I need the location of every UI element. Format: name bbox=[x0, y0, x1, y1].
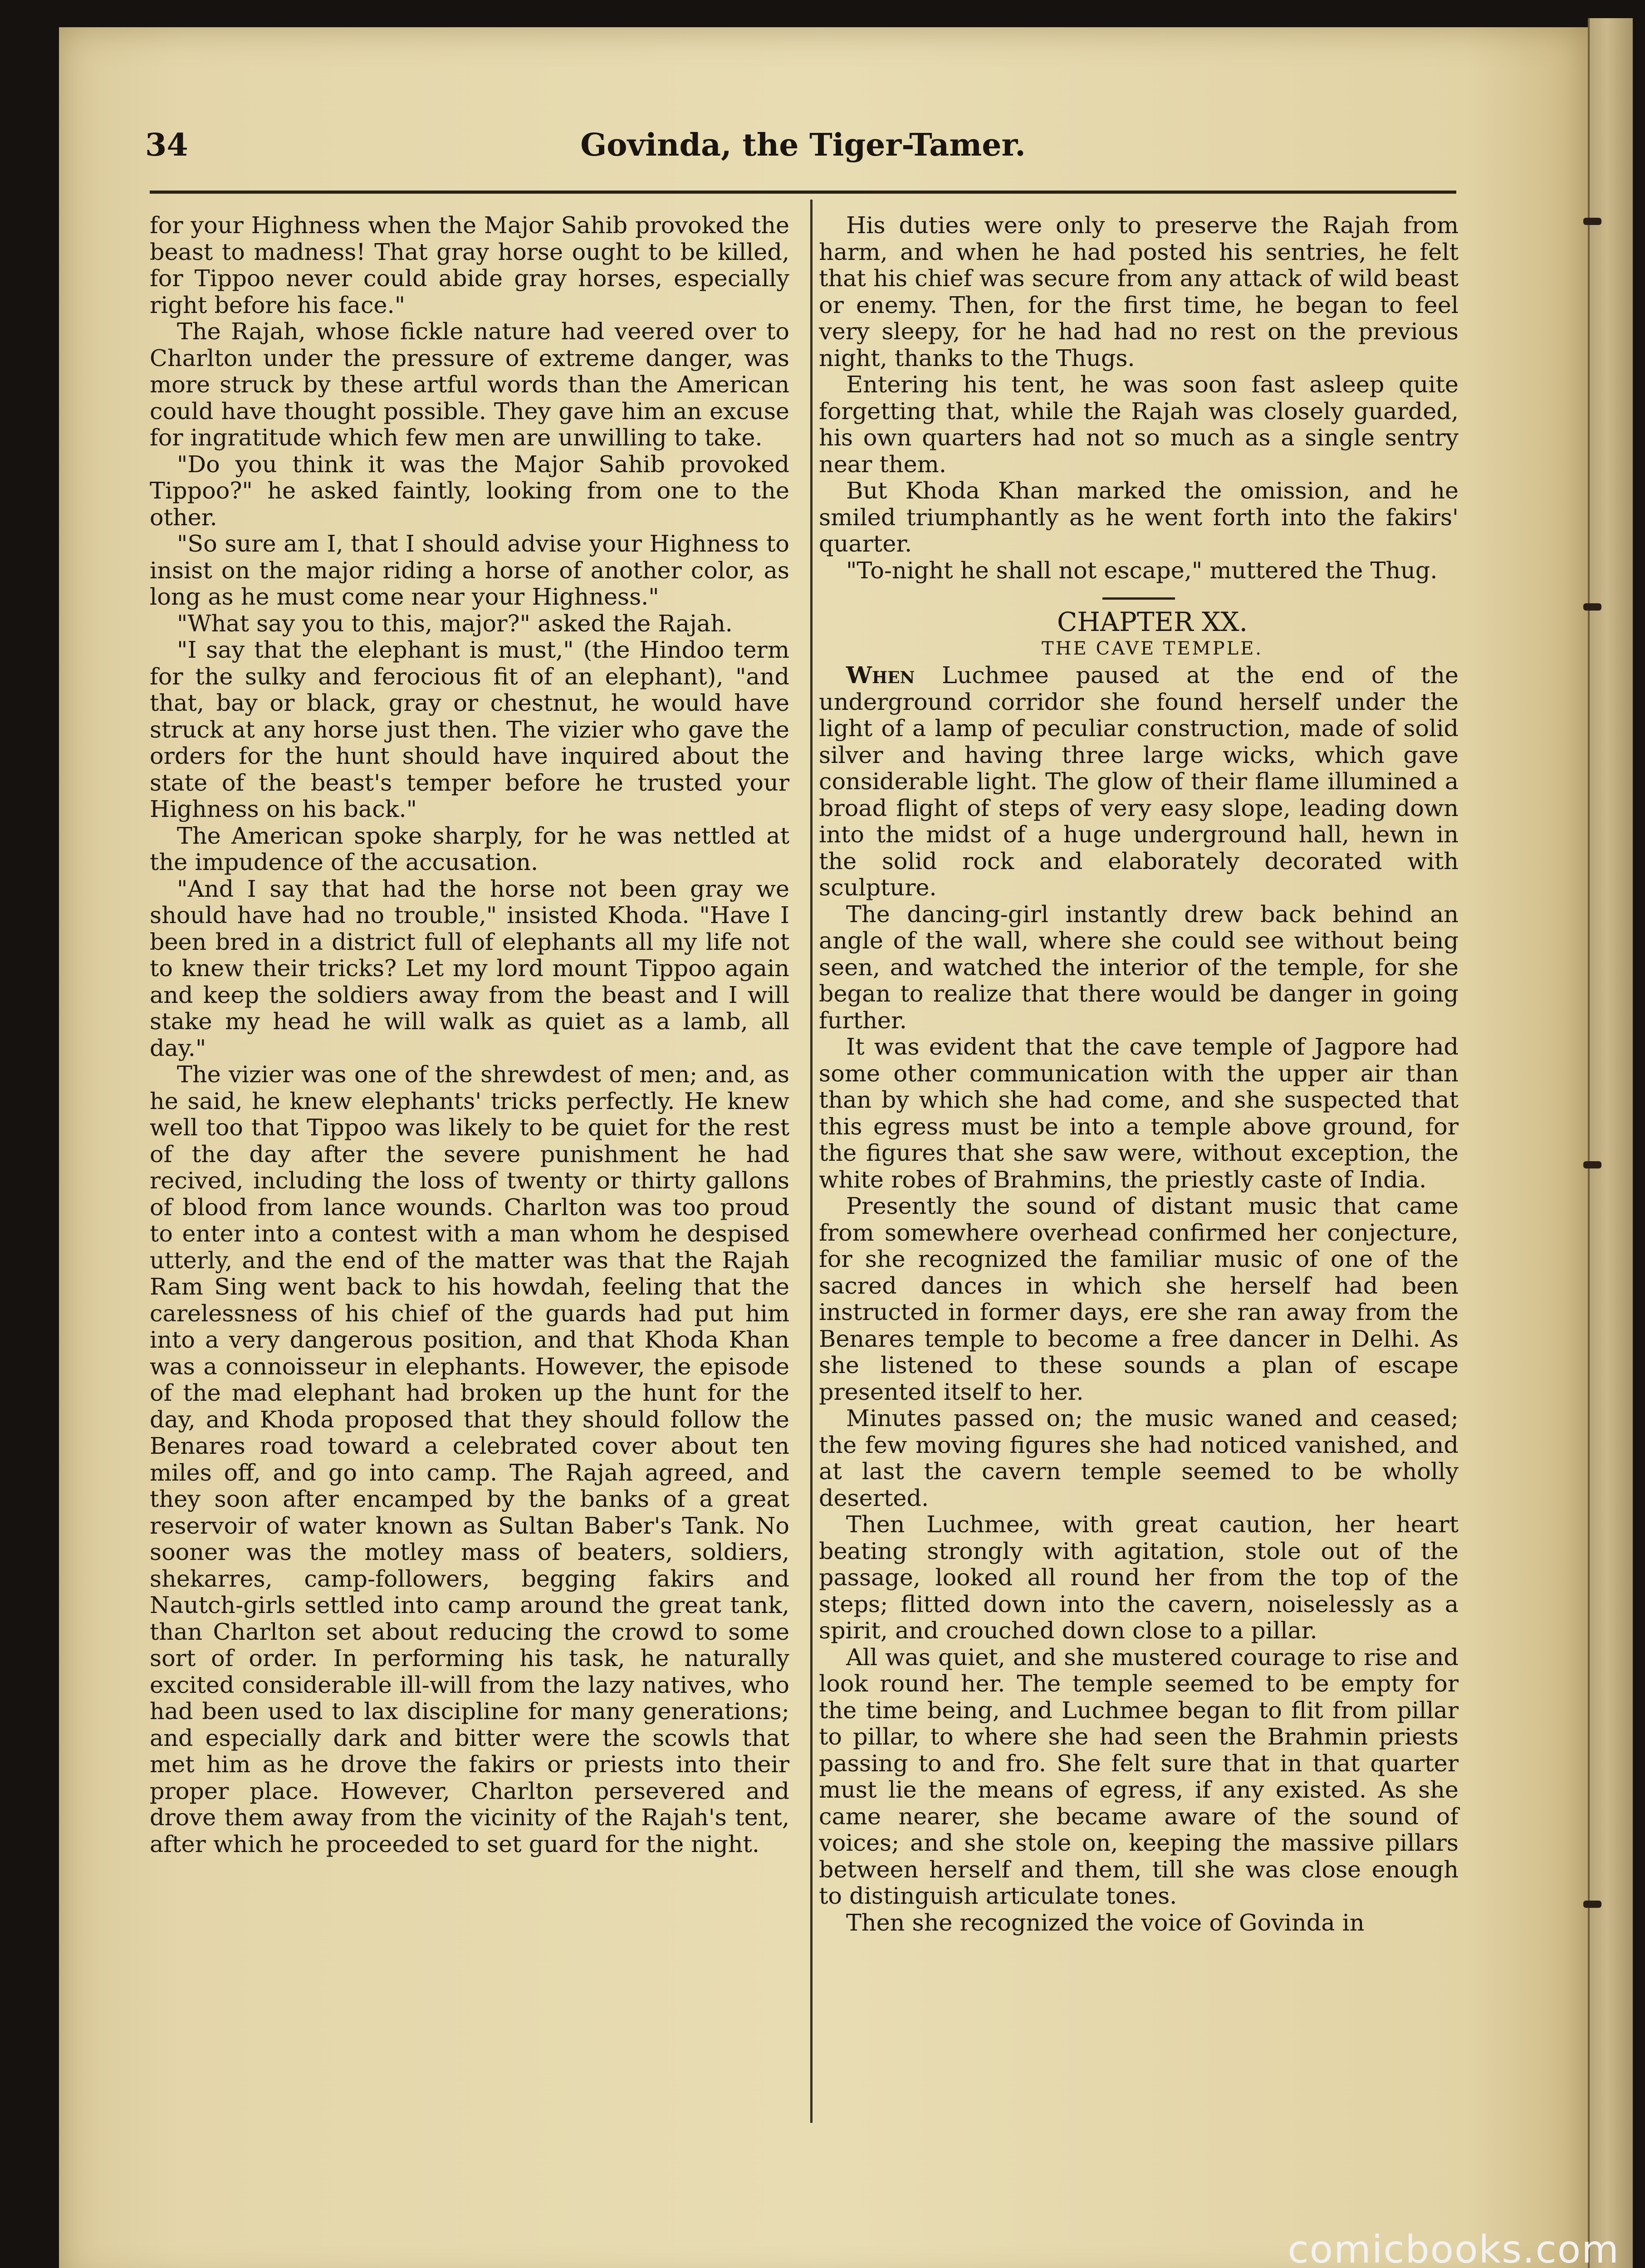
binding-staple-mark bbox=[1583, 1161, 1601, 1168]
adjacent-page-edge bbox=[1588, 18, 1633, 2268]
running-title: Govinda, the Tiger-Tamer. bbox=[580, 127, 1026, 163]
site-watermark: comicbooks.com bbox=[1288, 2227, 1620, 2268]
page-header bbox=[145, 127, 1461, 177]
binding-staple-mark bbox=[1583, 1901, 1601, 1908]
chapter-subtitle: THE CAVE TEMPLE. bbox=[1041, 638, 1263, 659]
paragraph: Then she recognized the voice of Govinda in bbox=[846, 1909, 1365, 1936]
lead-text: Luchmee paused at the end of the underground corridor she found herself under the light of a lamp of peculiar construction, made of solid silver and having three large wicks, which gave considerable light. The glow of their flame illumined a broad flight of steps of very easy slope, leading down into the midst of a huge underground hall, hewn in the solid rock and elaborately decorated with sculpture. bbox=[819, 662, 1459, 901]
paragraph: "Do you think it was the Major Sahib provoked Tippoo?" he asked faintly, looking from one to the other. bbox=[150, 450, 789, 531]
binding-staple-mark bbox=[1583, 218, 1601, 225]
paragraph: Presently the sound of distant music that came from somewhere overhead confirmed her conjecture, for she recognized the familiar music of one of the sacred dances in which she herself had been instructed in former days, ere she ran away from the Benares temple to become a free dancer in Delhi. As she listened to these sounds a plan of escape presented itself to her. bbox=[819, 1193, 1459, 1405]
paragraph: But Khoda Khan marked the omission, and he smiled triumphantly as he went forth into the fakirs' quarter. bbox=[819, 477, 1459, 557]
page-number: 34 bbox=[145, 127, 188, 163]
paragraph: "And I say that had the horse not been gray we should have had no trouble," insisted Khoda. "Have I been bred in a district full of elephants all my life not to knew their tricks? Let my lord mount Tippoo again and keep the soldiers away from the beast and I will stake my head he will walk as quiet as a lamb, all day." bbox=[150, 875, 789, 1061]
chapter-title: CHAPTER XX. bbox=[1057, 606, 1248, 637]
paragraph: The Rajah, whose fickle nature had veered over to Charlton under the pressure of extreme danger, was more struck by these artful words than the American could have thought possible. They gave him an excuse for ingratitude which few men are unwilling to take. bbox=[150, 318, 789, 451]
paragraph: The dancing-girl instantly drew back behind an angle of the wall, where she could see without being seen, and watched the interior of the temple, for she began to realize that there would be danger in going further. bbox=[819, 900, 1459, 1034]
paragraph: for your Highness when the Major Sahib provoked the beast to madness! That gray horse ought to be killed, for Tippoo never could abide gray horses, especially right before his face." bbox=[150, 212, 789, 318]
paragraph: Then Luchmee, with great caution, her heart beating strongly with agitation, stole out of the passage, looked all round her from the top of the steps; flitted down into the cavern, noiselessly as a spirit, and crouched down close to a pillar. bbox=[819, 1511, 1459, 1644]
paragraph: "I say that the elephant is must," (the Hindoo term for the sulky and ferocious fit of an elephant), "and that, bay or black, gray or chestnut, he would have struck at any horse just then. The vizier who gave the orders for the hunt should have inquired about the state of the beast's temper before he trusted your Highness on his back." bbox=[150, 636, 789, 822]
paragraph: Entering his tent, he was soon fast asleep quite forgetting that, while the Rajah was closely guarded, his own quarters had not so much as a single sentry near them. bbox=[819, 371, 1459, 478]
right-column bbox=[819, 212, 1459, 1936]
paragraph: "To-night he shall not escape," muttered the Thug. bbox=[846, 557, 1438, 584]
paragraph: His duties were only to preserve the Rajah from harm, and when he had posted his sentries, he felt that his chief was secure from any attack of wild beast or enemy. Then, for the first time, he began to feel very sleepy, for he had had no rest on the previous night, thanks to the Thugs. bbox=[819, 212, 1459, 371]
column-divider bbox=[810, 200, 813, 2123]
chapter-divider-rule bbox=[1102, 597, 1175, 600]
paragraph: "What say you to this, major?" asked the Rajah. bbox=[177, 610, 733, 637]
paragraph: "So sure am I, that I should advise your Highness to insist on the major riding a horse of another color, as long as he must come near your Highness." bbox=[150, 530, 789, 610]
chapter-opening-paragraph bbox=[819, 662, 1459, 901]
paragraph: The American spoke sharply, for he was nettled at the impudence of the accusation. bbox=[150, 822, 789, 875]
paragraph: The vizier was one of the shrewdest of men; and, as he said, he knew elephants' tricks perfectly. He knew well too that Tippoo was likely to be quiet for the rest of the day after the severe punishment he had recived, including the loss of twenty or thirty gallons of blood from lance wounds. Charlton was too proud to enter into a contest with a man whom he despised utterly, and the end of the matter was that the Rajah Ram Sing went back to his howdah, feeling that the carelessness of his chief of the guards had put him into a very dangerous position, and that Khoda Khan was a connoisseur in elephants. However, the episode of the mad elephant had broken up the hunt for the day, and Khoda proposed that they should follow the Benares road toward a celebrated cover about ten miles off, and go into camp. The Rajah agreed, and they soon after encamped by the banks of a great reservoir of water known as Sultan Baber's Tank. No sooner was the motley mass of beaters, soldiers, shekarres, camp-followers, begging fakirs and Nautch-girls settled into camp around the great tank, than Charlton set about reducing the crowd to some sort of order. In performing his task, he naturally excited considerable ill-will from the lazy natives, who had been used to lax discipline for many generations; and especially dark and bitter were the scowls that met him as he drove the fakirs or priests into their proper place. However, Charlton persevered and drove them away from the vicinity of the Rajah's tent, after which he proceeded to set guard for the night. bbox=[150, 1061, 789, 1857]
header-rule bbox=[150, 191, 1456, 194]
paragraph: It was evident that the cave temple of Jagpore had some other communication with the upper air than than by which she had come, and she suspected that this egress must be into a temple above ground, for the figures that she saw were, without exception, the white robes of Brahmins, the priestly caste of India. bbox=[819, 1033, 1459, 1193]
paragraph: All was quiet, and she mustered courage to rise and look round her. The temple seemed to be empty for the time being, and Luchmee began to flit from pillar to pillar, to where she had seen the Brahmin priests passing to and fro. She felt sure that in that quarter must lie the means of egress, if any existed. As she came nearer, she became aware of the sound of voices; and she stole on, keeping the massive pillars between herself and them, till she was close enough to distinguish articulate tones. bbox=[819, 1643, 1459, 1909]
lead-word: When bbox=[846, 661, 915, 689]
left-column bbox=[150, 212, 789, 1857]
binding-staple-mark bbox=[1583, 603, 1601, 611]
paragraph: Minutes passed on; the music waned and ceased; the few moving figures she had noticed vanished, and at last the cavern temple seemed to be wholly deserted. bbox=[819, 1405, 1459, 1511]
